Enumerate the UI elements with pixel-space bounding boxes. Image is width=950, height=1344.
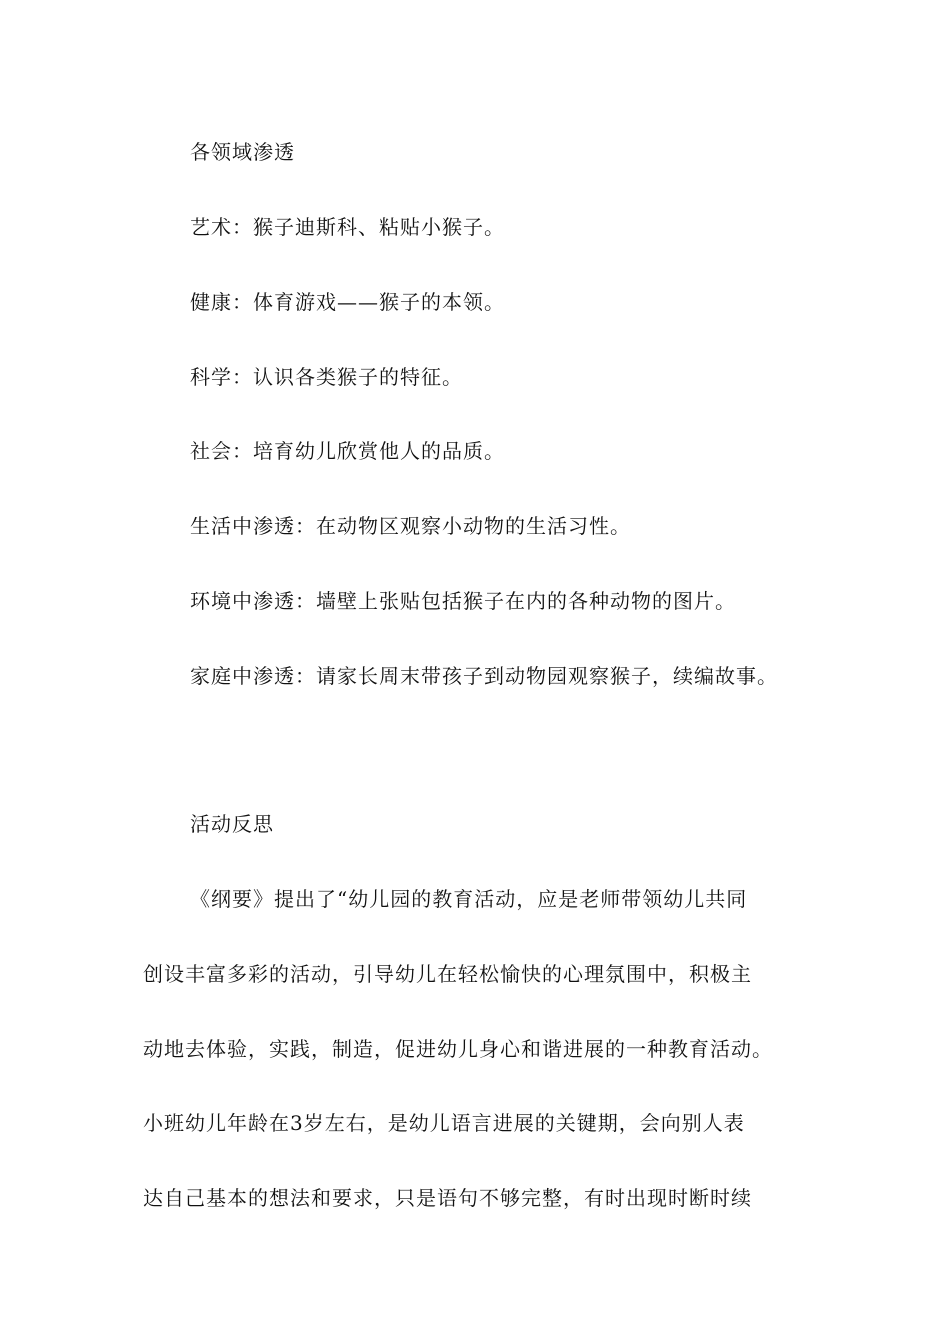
domain-item-daily-life: 生活中渗透：在动物区观察小动物的生活习性。 bbox=[190, 514, 631, 538]
domain-item-family: 家庭中渗透：请家长周末带孩子到动物园观察猴子，续编故事。 bbox=[190, 664, 778, 688]
domain-item-health: 健康：体育游戏——猴子的本领。 bbox=[190, 290, 505, 314]
reflection-line-5: 达自己基本的想法和要求，只是语句不够完整，有时出现时断时续 bbox=[143, 1186, 752, 1210]
domain-item-science: 科学：认识各类猴子的特征。 bbox=[190, 365, 463, 389]
section-heading-reflection: 活动反思 bbox=[190, 812, 274, 836]
reflection-line-2: 创设丰富多彩的活动，引导幼儿在轻松愉快的心理氛围中，积极主 bbox=[143, 962, 752, 986]
domain-item-art: 艺术：猴子迪斯科、粘贴小猴子。 bbox=[190, 215, 505, 239]
domain-item-society: 社会：培育幼儿欣赏他人的品质。 bbox=[190, 439, 505, 463]
reflection-line-1: 《纲要》提出了“幼儿园的教育活动，应是老师带领幼儿共同 bbox=[190, 887, 748, 911]
reflection-line-3: 动地去体验，实践，制造，促进幼儿身心和谐进展的一种教育活动。 bbox=[143, 1037, 773, 1061]
section-heading-domains: 各领域渗透 bbox=[190, 140, 295, 164]
reflection-line-4: 小班幼儿年龄在3岁左右，是幼儿语言进展的关键期，会向别人表 bbox=[143, 1111, 745, 1135]
domain-item-environment: 环境中渗透：墙壁上张贴包括猴子在内的各种动物的图片。 bbox=[190, 589, 736, 613]
